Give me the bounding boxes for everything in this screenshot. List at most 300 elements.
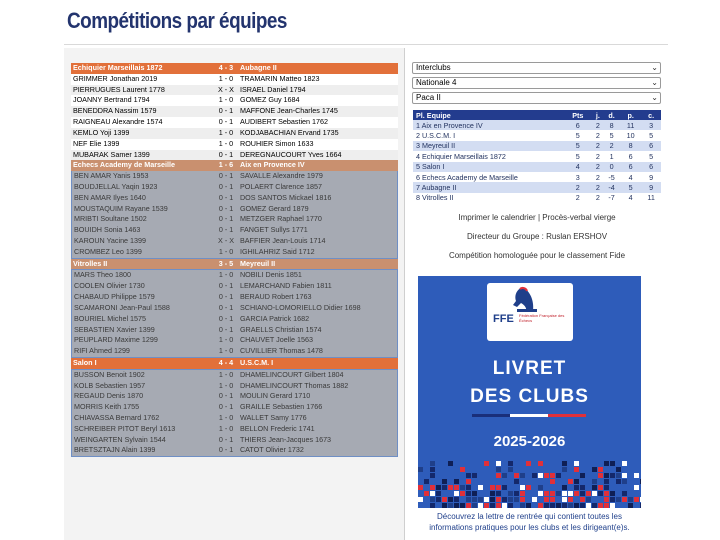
pixel-square [442,485,447,490]
pixel-square [466,473,471,478]
pixel-square [478,503,483,508]
pixel-square [568,497,573,502]
standings-value: 2 [593,162,604,172]
pixel-square [574,485,579,490]
standings-value: 2 [593,120,604,130]
standings-value: 5 [563,130,593,140]
pixel-square [586,461,591,466]
pixel-square [490,491,495,496]
pixel-square [616,479,621,484]
pixel-square [598,467,603,472]
group-info [412,211,662,268]
home-player: GRIMMER Jonathan 2019 [73,73,158,83]
pixel-square [592,479,597,484]
pixel-square [532,485,537,490]
standings-value: 4 [563,162,593,172]
board-result: 0 - 1 [218,292,234,302]
pixel-pattern [418,461,641,508]
pixel-square [562,497,567,502]
pixel-square [520,503,525,508]
pixel-square [508,491,513,496]
board-result: 0 - 1 [218,214,234,224]
board-row [72,413,397,424]
pixel-square [574,461,579,466]
board-row [72,225,397,236]
pixel-square [496,473,501,478]
pixel-square [418,503,423,508]
pixel-square [622,491,627,496]
pixel-square [622,461,627,466]
board-row [72,325,397,336]
pixel-square [550,491,555,496]
match-results-table [71,63,398,457]
home-player: CROMBEZ Leo 1399 [74,246,142,256]
pixel-square [592,503,597,508]
pixel-square [556,491,561,496]
standings-header-row [413,110,661,120]
match-header[interactable] [71,259,398,270]
pixel-square [568,479,573,484]
board-row [72,391,397,402]
standings-team: 8 Vitrolles II [413,193,563,203]
match-header[interactable] [71,358,398,369]
home-player: BEN AMAR Yanis 1953 [74,171,149,181]
board-row [72,204,397,215]
pixel-square [634,479,639,484]
pixel-square [622,473,627,478]
pixel-square [616,467,621,472]
board-row [72,171,397,182]
board-row [72,281,397,292]
away-player: MOULIN Gerard 1710 [239,391,311,401]
division-select[interactable] [412,77,661,89]
title-divider [64,44,668,45]
livret-des-clubs-banner[interactable] [418,276,641,508]
pixel-square [454,503,459,508]
board-result: 1 - 0 [218,270,234,280]
pixel-square [574,491,579,496]
group-select[interactable] [412,92,661,104]
home-player: MORRIS Keith 1755 [74,402,140,412]
pixel-square [610,461,615,466]
pixel-square [562,491,567,496]
standings-value: 11 [620,120,641,130]
away-team-name: Aix en Provence IV [240,160,305,170]
standings-value: 2 [593,182,604,192]
flag-bar-blue [472,414,510,417]
pixel-square [586,491,591,496]
away-team-name: Aubagne II [240,63,277,72]
board-row [71,74,398,85]
column-divider [404,48,405,540]
pixel-square [550,473,555,478]
pixel-square [466,503,471,508]
standings-value: 10 [620,130,641,140]
home-team-name: Echecs Academy de Marseille [73,160,176,170]
standings-value: 6 [620,151,641,161]
pixel-square [580,503,585,508]
link-separator: | [535,213,543,222]
pixel-square [604,503,609,508]
pixel-square [472,491,477,496]
pixel-square [442,479,447,484]
standings-value: -7 [603,193,620,203]
away-player: BELLON Frederic 1741 [239,423,315,433]
away-player: BERAUD Robert 1763 [239,292,312,302]
standings-row[interactable] [413,141,661,151]
home-player: CHIAVASSA Bernard 1762 [74,413,160,422]
pixel-square [520,473,525,478]
pixel-square [496,491,501,496]
standings-team: 7 Aubagne II [413,182,563,192]
group-select-value: Paca II [416,93,441,102]
pixel-square [520,497,525,502]
standings-value: 6 [641,141,661,151]
pixel-square [454,497,459,502]
standings-row[interactable] [413,151,661,161]
match-block [71,171,398,259]
standings-value: 4 [620,172,641,182]
logo-subtitle: Fédération Française des Échecs [519,313,565,323]
filter-selects [412,62,661,107]
away-player: LEMARCHAND Fabien 1811 [239,281,332,291]
pixel-square [484,497,489,502]
standings-row[interactable] [413,162,661,172]
standings-team: 1 Aix en Provence IV [413,120,563,130]
board-row [72,335,397,346]
home-player: REGAUD Denis 1870 [74,391,144,401]
board-result: 0 - 1 [218,302,234,312]
pv-link[interactable]: Procès-verbal vierge [542,213,616,222]
standings-value: 5 [603,130,620,140]
pixel-square [448,461,453,466]
standings-value: 0 [603,162,620,172]
standings-value: 5 [641,130,661,140]
standings-team: 6 Echecs Academy de Marseille [413,172,563,182]
home-player: WEINGARTEN Sylvain 1544 [74,434,166,444]
standings-row[interactable] [413,182,661,192]
standings-value: 5 [620,182,641,192]
pixel-square [436,497,441,502]
pixel-square [622,479,627,484]
standings-row[interactable] [413,130,661,140]
standings-team: 4 Echiquier Marseillais 1872 [413,151,563,161]
standings-value: 2 [603,141,620,151]
away-player: BAFFIER Jean-Louis 1714 [239,236,326,245]
board-result: 1 - 0 [218,413,234,422]
away-player: KODJABACHIAN Ervand 1735 [240,127,339,137]
pixel-square [508,497,513,502]
board-result: 1 - 0 [218,380,234,390]
away-player: DEREGNAUCOURT Yves 1664 [240,149,342,159]
board-row [72,303,397,314]
pixel-square [508,503,513,508]
banner-season: 2025-2026 [493,433,566,450]
board-result: 0 - 1 [218,434,234,444]
away-player: GARCIA Patrick 1682 [239,313,310,323]
board-result: 0 - 1 [218,181,234,191]
pixel-square [604,497,609,502]
pixel-square [430,491,435,496]
pixel-square [424,491,429,496]
standings-value: 8 [603,120,620,130]
pixel-square [436,473,441,478]
board-result: 1 - 0 [218,246,234,256]
standings-team: 2 U.S.C.M. I [413,130,563,140]
board-row [72,247,397,258]
match-block [71,74,398,161]
board-row [72,193,397,204]
pixel-square [490,497,495,502]
pixel-square [454,479,459,484]
pixel-square [418,473,423,478]
pixel-square [520,491,525,496]
print-links [412,211,662,230]
board-row [72,346,397,357]
away-player: CHAUVET Joelle 1563 [239,335,313,345]
pixel-square [574,479,579,484]
board-result: 0 - 1 [218,117,234,127]
standings-row[interactable] [413,120,661,130]
pixel-square [520,485,525,490]
pixel-square [562,503,567,508]
home-team-name: Vitrolles II [73,258,108,268]
away-player: CUVILLIER Thomas 1478 [239,346,323,356]
pixel-square [502,503,507,508]
pixel-square [514,491,519,496]
pixel-square [514,473,519,478]
pixel-square [478,497,483,502]
pixel-square [544,473,549,478]
away-team-name: Meyreuil II [240,258,276,268]
standings-value: 3 [641,120,661,130]
chevron-down-icon: ⌄ [651,78,658,87]
pixel-square [580,485,585,490]
away-player: ROUHIER Simon 1633 [240,138,314,148]
home-player: SEBASTIEN Xavier 1399 [74,324,155,334]
standings-column-header: p. [620,110,641,120]
pixel-square [436,485,441,490]
match-block [71,269,398,358]
pixel-square [532,473,537,478]
standings-row[interactable] [413,193,661,203]
pixel-square [448,485,453,490]
pixel-square [526,461,531,466]
board-result: 0 - 1 [218,192,234,202]
pixel-square [538,491,543,496]
pixel-square [598,485,603,490]
away-player: DHAMELINCOURT Thomas 1882 [239,380,349,390]
pixel-square [490,503,495,508]
pixel-square [610,503,615,508]
pixel-square [538,473,543,478]
pixel-square [466,497,471,502]
pixel-square [610,491,615,496]
pixel-square [508,467,513,472]
pixel-square [442,503,447,508]
home-player: CHABAUD Philippe 1579 [74,292,155,302]
standings-value: -5 [603,172,620,182]
pixel-square [472,497,477,502]
home-player: SCAMARONI Jean-Paul 1588 [74,302,170,312]
home-team-name: Echiquier Marseillais 1872 [73,63,163,72]
pixel-square [604,479,609,484]
board-row [72,214,397,225]
standings-column-header: Pts [563,110,593,120]
pixel-square [592,467,597,472]
board-result: 0 - 1 [218,445,234,455]
pixel-square [586,479,591,484]
pixel-square [526,503,531,508]
pixel-square [550,497,555,502]
chevron-down-icon: ⌄ [651,63,658,72]
pixel-square [604,461,609,466]
pixel-square [568,491,573,496]
competition-select[interactable] [412,62,661,74]
board-result: 0 - 1 [218,106,234,116]
pixel-square [484,503,489,508]
pixel-square [424,503,429,508]
standings-value: 1 [603,151,620,161]
pixel-square [502,485,507,490]
pixel-square [538,503,543,508]
pixel-square [448,497,453,502]
away-player: THIERS Jean-Jacques 1673 [239,434,332,444]
home-player: BOUDJELLAL Yaqin 1923 [74,181,158,191]
pixel-square [562,467,567,472]
pixel-square [448,503,453,508]
board-result: 1 - 0 [218,95,234,105]
pixel-square [586,497,591,502]
pixel-square [628,503,633,508]
pixel-square [430,473,435,478]
board-result: 1 - 0 [218,127,234,137]
board-result: 1 - 0 [218,138,234,148]
board-row [72,424,397,435]
pixel-square [466,479,471,484]
standings-value: 2 [593,172,604,182]
home-player: RIFI Ahmed 1299 [74,346,130,356]
pixel-square [616,473,621,478]
pixel-square [586,503,591,508]
standings-column-header: c. [641,110,661,120]
standings-value: 4 [620,193,641,203]
pixel-square [598,473,603,478]
home-player: BRETSZTAJN Alain 1399 [74,445,156,455]
flag-bar-white [510,414,548,417]
standings-value: 2 [593,151,604,161]
pixel-square [472,473,477,478]
board-result: 1 - 0 [218,346,234,356]
away-player: CATOT Olivier 1732 [239,445,304,455]
board-result: 0 - 1 [218,281,234,291]
pixel-square [502,497,507,502]
pixel-square [460,473,465,478]
pixel-square [490,461,495,466]
pixel-square [634,503,639,508]
pixel-square [460,503,465,508]
pixel-square [610,473,615,478]
board-row [71,128,398,139]
pixel-square [598,497,603,502]
pixel-square [460,485,465,490]
pixel-square [556,503,561,508]
pixel-square [616,503,621,508]
home-player: BENEDDRA Nassim 1579 [73,106,157,116]
pixel-square [430,503,435,508]
away-player: GRAELLS Christian 1574 [239,324,322,334]
board-result: 1 - 0 [218,73,234,83]
match-score: 3 - 5 [218,258,234,268]
board-row [72,182,397,193]
pixel-square [544,497,549,502]
calendar-link[interactable]: Imprimer le calendrier [458,213,536,222]
board-row [72,402,397,413]
board-result: X - X [218,84,234,94]
standings-value: 5 [563,151,593,161]
standings-value: 2 [563,193,593,203]
away-player: DHAMELINCOURT Gilbert 1804 [239,369,344,379]
pixel-square [478,485,483,490]
home-player: SCHREIBER PITOT Beryl 1613 [74,423,176,433]
standings-row[interactable] [413,172,661,182]
standings-column-header: d. [603,110,620,120]
pixel-square [508,461,513,466]
standings-team: 3 Meyreuil II [413,141,563,151]
home-player: KAROUN Yacine 1399 [74,236,147,245]
pixel-square [442,497,447,502]
board-row [71,139,398,150]
board-result: 0 - 1 [218,225,234,235]
match-header[interactable] [71,63,398,74]
standings-value: 6 [563,120,593,130]
standings-team: 5 Salon I [413,162,563,172]
away-player: MAFFONE Jean-Charles 1745 [240,106,338,116]
chevron-down-icon: ⌄ [651,93,658,102]
match-score: 4 - 3 [218,63,234,72]
standings-value: 5 [563,141,593,151]
home-player: JOANNY Bertrand 1794 [73,95,150,105]
pixel-square [556,497,561,502]
pixel-square [604,473,609,478]
pixel-square [604,491,609,496]
pixel-square [640,479,641,484]
pixel-square [592,485,597,490]
standings-value: 11 [641,193,661,203]
banner-title-line1: LIVRET [492,358,567,379]
away-player: FANGET Sullys 1771 [239,225,308,235]
standings-value: -4 [603,182,620,192]
board-result: 0 - 1 [218,402,234,412]
standings-column-header: Pl. Equipe [413,110,563,120]
pixel-square [526,485,531,490]
match-score: 4 - 4 [218,357,234,367]
standings-value: 6 [620,162,641,172]
match-header[interactable] [71,160,398,171]
away-player: GOMEZ Guy 1684 [240,95,300,105]
board-result: 0 - 1 [218,149,234,159]
pixel-square [418,497,423,502]
pixel-square [460,467,465,472]
pixel-square [640,485,641,490]
pixel-square [562,485,567,490]
standings-value: 6 [641,162,661,172]
board-result: 0 - 1 [218,171,234,181]
pixel-square [460,491,465,496]
pixel-square [550,503,555,508]
pixel-square [580,491,585,496]
knight-icon [487,283,573,341]
